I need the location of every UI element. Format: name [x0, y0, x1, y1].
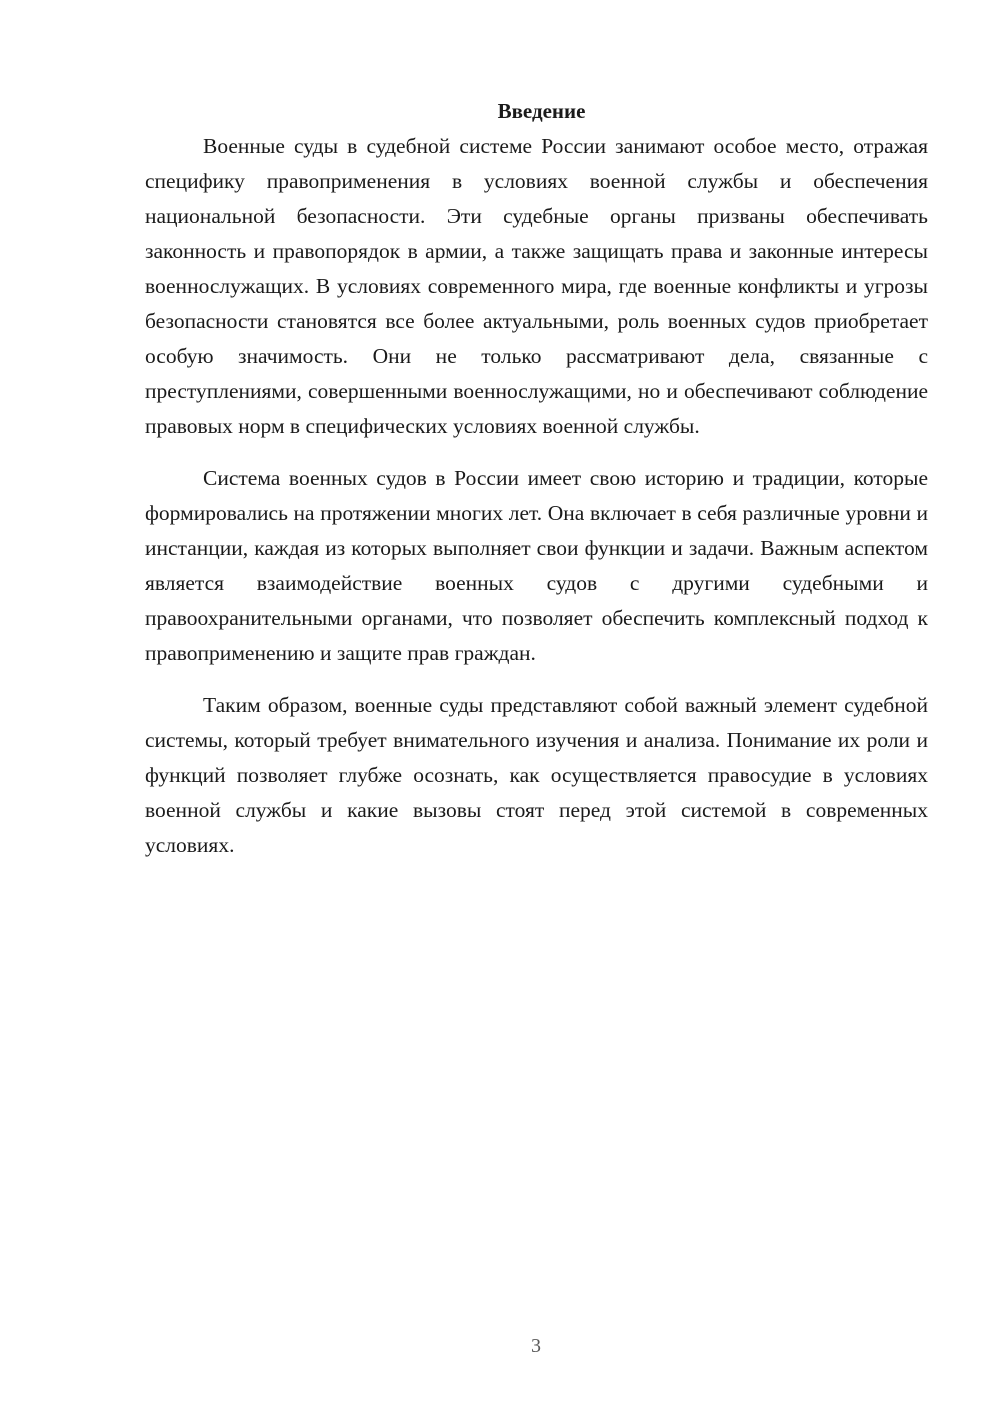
paragraph-1: Военные суды в судебной системе России занимают особое место, отражая специфику правоприменения в условиях военной службы и обеспечения национальной безопасности. Эти судебные органы призваны обеспечивать законность и правопорядок в армии, а также защищать права и законные интересы военнослужащих. В условиях современного мира, где военные конфликты и угрозы безопасности становятся все более актуальными, роль военных судов приобретает особую значимость. Они не только рассматривают дела, связанные с преступлениями, совершенными военнослужащими, но и обеспечивают соблюдение правовых норм в специфических условиях военной службы.: [145, 134, 928, 438]
section-title: Введение: [497, 99, 586, 123]
page-number: 3: [531, 1335, 541, 1357]
paragraph-3: Таким образом, военные суды представляют собой важный элемент судебной системы, который требует внимательного изучения и анализа. Понимание их роли и функций позволяет глубже осознать, как осуществляется правосудие в условиях военной службы и какие вызовы стоят перед этой системой в современных условиях.: [145, 693, 928, 857]
paragraph-2: Система военных судов в России имеет свою историю и традиции, которые формировались на протяжении многих лет. Она включает в себя различные уровни и инстанции, каждая из которых выполняет свои функции и задачи. Важным аспектом является взаимодействие военных судов с другими судебными и правоохранительными органами, что позволяет обеспечить комплексный подход к правоприменению и защите прав граждан.: [145, 466, 928, 665]
page-content: [145, 94, 928, 863]
